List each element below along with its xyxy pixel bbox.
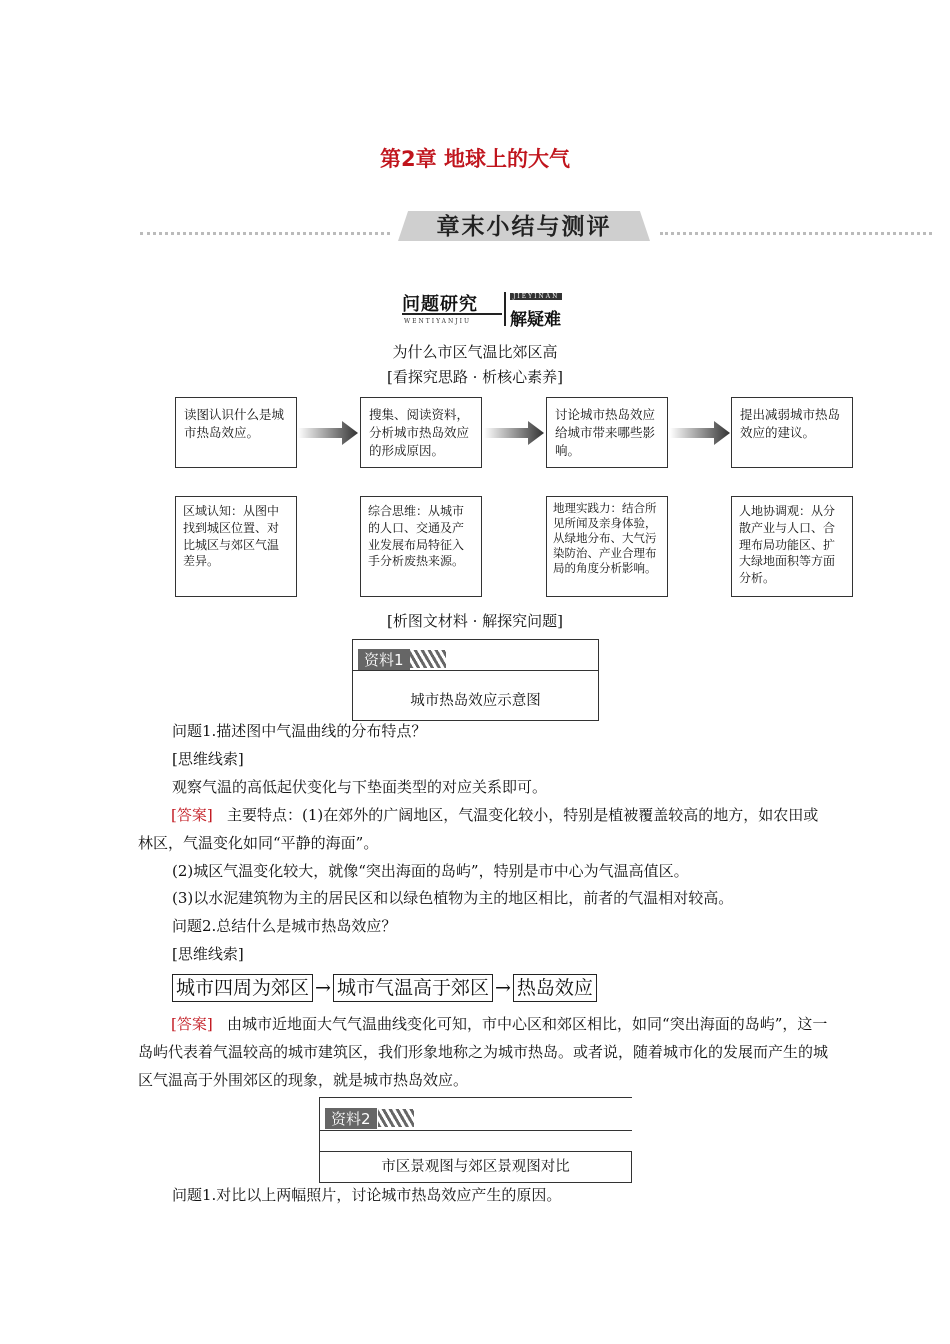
flow-term-1: 城市四周为郊区 <box>172 974 313 1002</box>
flow-step-1: 读图认识什么是城市热岛效应。 <box>175 397 297 468</box>
answer-1-para-2: (2)城区气温变化较大，就像“突出海面的岛屿”，特别是市中心为气温高值区。 <box>172 862 689 880</box>
source-1-tab: 资料1 <box>358 649 410 670</box>
logo-divider <box>504 292 506 326</box>
clue-1: 观察气温的高低起伏变化与下垫面类型的对应关系即可。 <box>172 778 548 796</box>
flow-term-2: 城市气温高于郊区 <box>333 974 493 1002</box>
clue-label-1: [思维线索] <box>172 750 244 768</box>
arrow-right-icon: → <box>494 977 511 999</box>
section-logo-sub: 解疑难 <box>510 310 561 330</box>
answer-label: [答案] <box>171 806 213 824</box>
question-2: 问题2.总结什么是城市热岛效应？ <box>172 917 397 935</box>
section-logo-main: 问题研究 <box>402 294 478 315</box>
flow-arrow-icon <box>484 421 546 445</box>
answer-2: [答案] 由城市近地面大气气温曲线变化可知，市中心区和郊区相比，如同“突出海面的岛屿”，这一岛屿代表着气温较高的城市建筑区，我们形象地称之为城市热岛。或者说，随着城市化的发展而产生的城区气温高于外围郊区的现象，就是城市热岛效应。 <box>138 1015 829 1089</box>
stripes-icon <box>378 1109 414 1127</box>
banner-dots-left <box>140 232 390 235</box>
logo-pinyin-top: JIEYINAN <box>510 293 562 300</box>
thinking-header: [看探究思路 · 析核心素养] <box>386 368 563 386</box>
flow-arrow-icon <box>670 421 732 445</box>
logo-pinyin-bottom: WENTIYANJIU <box>404 318 472 325</box>
literacy-box-1: 区域认知：从图中找到城区位置、对比城区与郊区气温差异。 <box>175 496 297 597</box>
literacy-box-2: 综合思维：从城市的人口、交通及产业发展布局特征入手分析废热来源。 <box>360 496 482 597</box>
flow-step-2: 搜集、阅读资料，分析城市热岛效应的形成原因。 <box>360 397 482 468</box>
source-2-top-rule <box>319 1097 632 1098</box>
clue-2-flow <box>172 974 597 1002</box>
literacy-box-3: 地理实践力：结合所见所闻及亲身体验，从绿地分布、大气污染防治、产业合理布局的角度分析影响。 <box>546 496 668 597</box>
source-1-rule <box>352 670 599 671</box>
flow-term-3: 热岛效应 <box>513 974 597 1002</box>
section-banner: 章末小结与测评 <box>436 214 612 240</box>
source-1-caption: 城市热岛效应示意图 <box>410 693 541 709</box>
topic-title: 为什么市区气温比郊区高 <box>392 343 558 361</box>
analysis-header: [析图文材料 · 解探究问题] <box>386 612 563 630</box>
banner-dots-right <box>660 232 932 235</box>
clue-label-2: [思维线索] <box>172 945 244 963</box>
arrow-right-icon: → <box>315 977 331 999</box>
source-2-tab: 资料2 <box>325 1108 377 1129</box>
answer-label: [答案] <box>171 1015 213 1033</box>
question-1: 问题1.描述图中气温曲线的分布特点？ <box>172 722 427 740</box>
flow-step-3: 讨论城市热岛效应给城市带来哪些影响。 <box>546 397 668 468</box>
stripes-icon <box>410 650 446 668</box>
answer-1-para-3: (3)以水泥建筑物为主的居民区和以绿色植物为主的地区相比，前者的气温相对较高。 <box>172 889 734 907</box>
answer-1-para-1: [答案] 主要特点：(1)在郊外的广阔地区，气温变化较小，特别是植被覆盖较高的地方，如农田或林区，气温变化如同“平静的海面”。 <box>138 806 819 852</box>
flow-step-4: 提出减弱城市热岛效应的建议。 <box>731 397 853 468</box>
logo-rule <box>402 313 502 315</box>
flow-arrow-icon <box>298 421 360 445</box>
source-2-caption: 市区景观图与郊区景观图对比 <box>381 1159 570 1175</box>
question-3: 问题1.对比以上两幅照片，讨论城市热岛效应产生的原因。 <box>172 1186 562 1204</box>
literacy-box-4: 人地协调观：从分散产业与人口、合理布局功能区、扩大绿地面积等方面分析。 <box>731 496 853 597</box>
chapter-title: 第2章 地球上的大气 <box>380 147 570 171</box>
source-2-mid-rule <box>319 1130 632 1131</box>
